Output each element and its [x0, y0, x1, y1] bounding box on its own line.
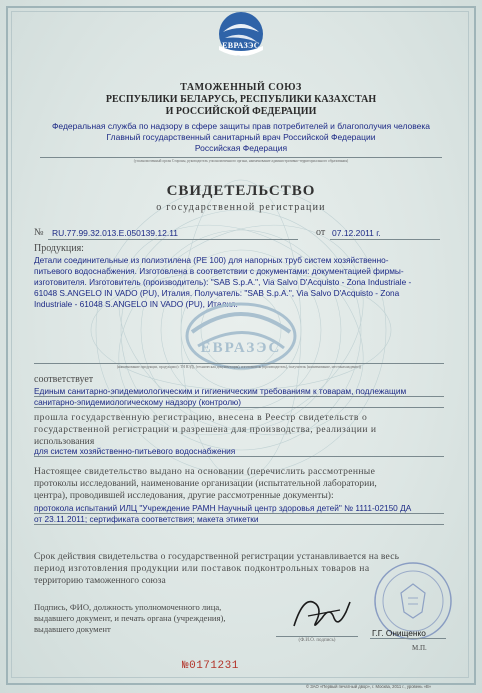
- product-line: 61048 S.ANGELO IN VADO (PU), Италия. Получатель: "SAB S.p.A.", Via Salvo D'Acquisto - Zona: [34, 288, 400, 298]
- validity-text: Срок действия свидетельства о государственной регистрации устанавливается на весь: [34, 551, 400, 562]
- serial-number: №0171231: [182, 660, 239, 672]
- authority-line-3: Российская Федерация: [194, 143, 288, 153]
- registration-scope: для систем хозяйственно-питьевого водоснабжения: [34, 446, 236, 456]
- handwritten-signature: [286, 588, 358, 638]
- printer-footer: © ЗАО «Первый печатный двор», г. Москва, 2011 г., уровень «В»: [306, 684, 432, 689]
- watermark-label: ЕВРАЗЭС: [200, 340, 282, 356]
- emblem-label: ЕВРАЗЭС: [222, 41, 260, 50]
- registration-text: государственной регистрации и разрешена для производства, реализации и: [34, 424, 377, 435]
- registration-text: использования: [34, 436, 95, 447]
- authority-line-1: Федеральная служба по надзору в сфере защиты прав потребителей и благополучия человека: [51, 121, 431, 131]
- product-line: Детали соединительные из полиэтилена (PE 100) для напорных труб систем хозяйственно-: [34, 255, 389, 265]
- stamp-label: М.П.: [412, 644, 427, 652]
- basis-text: Настоящее свидетельство выдано на основании (перечислить рассмотренные: [34, 466, 376, 477]
- product-line: Industriale - 61048 S.ANGELO IN VADO (PU), Италия.: [34, 299, 238, 309]
- validity-text: территорию таможенного союза: [34, 575, 166, 586]
- basis-text: протоколы исследований, наименование организации (испытательной лаборатории,: [34, 478, 377, 489]
- basis-value: протокола испытаний ИЛЦ "Учреждение РАМН Научный центр здоровья детей" № 1111-02150 ДА: [34, 503, 412, 513]
- conformity-line: Единым санитарно-эпидемиологическим и гигиеническим требованиям к товарам, подлежащим: [34, 386, 407, 396]
- document-title: СВИДЕТЕЛЬСТВО: [166, 183, 316, 199]
- date-prefix: от: [316, 227, 326, 238]
- header-line-3: И РОССИЙСКОЙ ФЕДЕРАЦИИ: [165, 106, 317, 117]
- signature-text: выдавшего документ, и печать органа (учреждения),: [34, 613, 226, 623]
- product-label: Продукция:: [34, 243, 84, 254]
- signature-text: Подпись, ФИО, должность уполномоченного лица,: [34, 602, 222, 612]
- basis-value: от 23.11.2011; сертификата соответствия; макета этикетки: [34, 514, 259, 524]
- registration-date: 07.12.2011 г.: [332, 228, 381, 238]
- header-line-2: РЕСПУБЛИКИ БЕЛАРУСЬ, РЕСПУБЛИКИ КАЗАХСТАН: [105, 94, 377, 105]
- document-subtitle: о государственной регистрации: [156, 202, 326, 213]
- registration-number: RU.77.99.32.013.E.050139.12.11: [52, 228, 179, 238]
- signatory-name: Г.Г. Онищенко: [372, 628, 426, 638]
- product-line: изготовителя. Изготовитель (производитель): "SAB S.p.A.", Via Salvo D'Acquisto - Zona Industriale -: [34, 277, 412, 287]
- validity-text: период изготовления продукции или поставок подконтрольных товаров на: [34, 563, 370, 574]
- fio-caption: (Ф.И.О. подпись): [298, 638, 336, 643]
- signature-text: выдавшего документ: [34, 624, 111, 634]
- product-line: питьевого водоснабжения. Изготовлена в соответствии с документами: документацией фирмы-: [34, 266, 404, 276]
- authority-line-2: Главный государственный санитарный врач Российской Федерации: [106, 132, 376, 142]
- eurasec-emblem-icon: [209, 10, 273, 64]
- authority-caption: (уполномоченный орган Стороны, руководитель уполномоченного органа, наименование административно-территориального образования): [133, 159, 349, 163]
- registration-text: прошла государственную регистрацию, внесена в Реестр свидетельств о: [34, 412, 368, 423]
- product-caption: (наименование продукции, продукции (с ТН ВЭД), (техническая документация), изготовитель (производитель), получатель (наименование, местонахождение)): [116, 365, 362, 369]
- conformity-label: соответствует: [34, 374, 94, 385]
- basis-text: центра), проводившей исследования, другие рассмотренные документы):: [34, 490, 334, 501]
- conformity-line: санитарно-эпидемиологическому надзору (контролю): [34, 397, 242, 407]
- header-line-1: ТАМОЖЕННЫЙ СОЮЗ: [180, 82, 302, 93]
- number-prefix: №: [34, 227, 44, 238]
